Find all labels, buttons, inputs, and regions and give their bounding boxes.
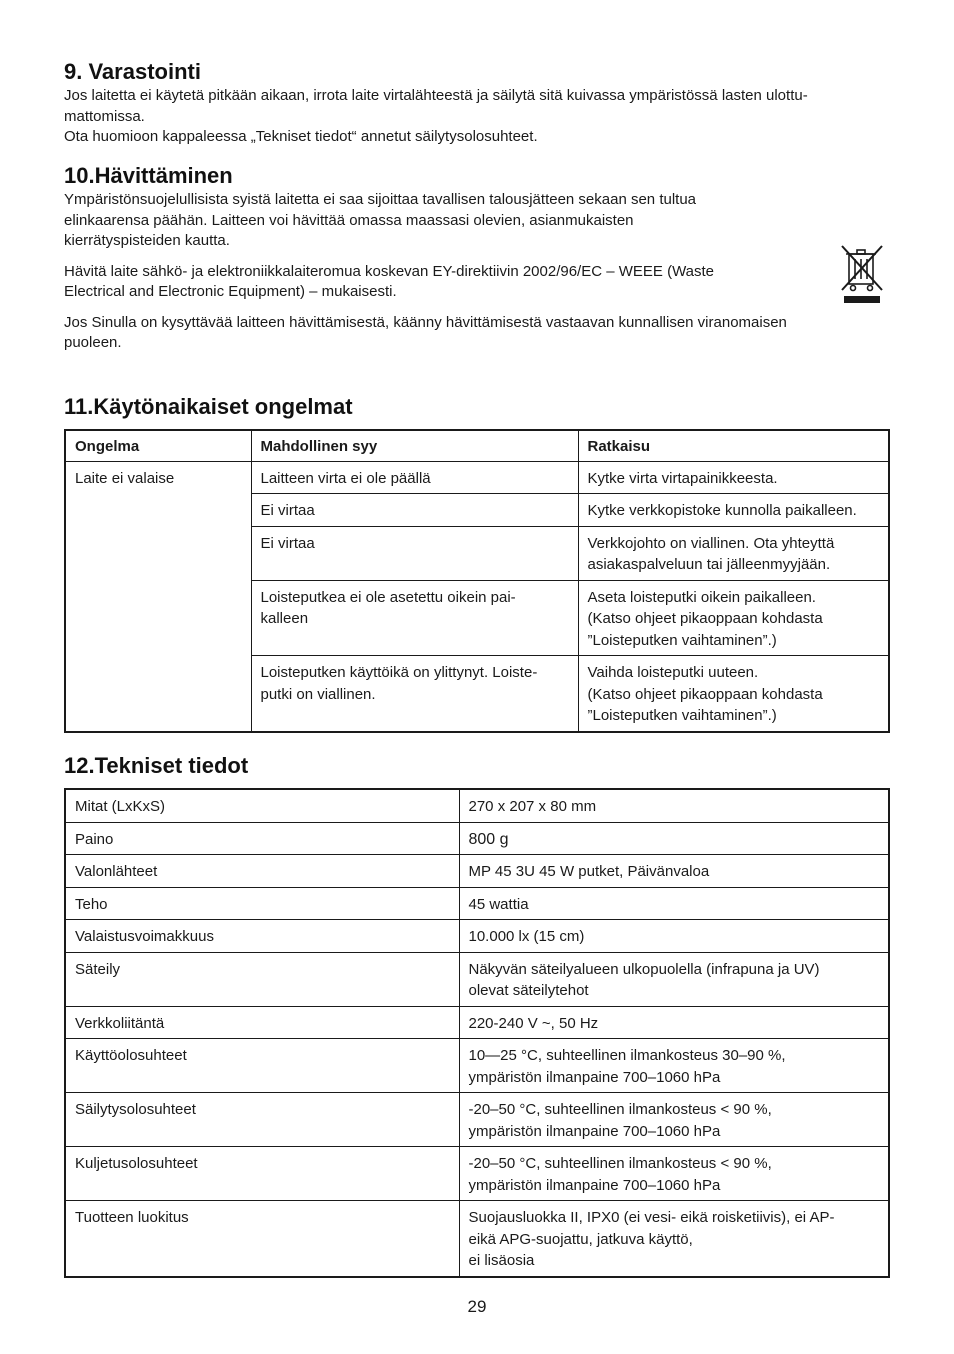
header-solution: Ratkaisu	[578, 430, 889, 461]
table-row	[65, 1201, 889, 1277]
storage-paragraph-2: Ota huomioon kappaleessa „Tekniset tiedot“ annetut säilytysolosuhteet.	[64, 128, 538, 145]
section-title-troubleshooting: 11.Käytönaikaiset ongelmat	[64, 394, 353, 419]
troubleshooting-table	[64, 429, 890, 733]
solution-cell: Aseta loisteputki oikein paikalleen. (Katso ohjeet pikaoppaan kohdasta ”Loisteputken vaihtaminen”.)	[578, 580, 889, 656]
page-number: 29	[467, 1297, 487, 1316]
specs-table	[64, 788, 890, 1278]
storage-paragraph-1: Jos laitetta ei käytetä pitkään aikaan, irrota laite virtalähteestä ja säilytä sitä kuivassa ympäristössä lasten ulottu- mattomissa.	[64, 87, 808, 125]
header-cause: Mahdollinen syy	[251, 430, 578, 461]
disposal-paragraph-1: Ympäristönsuojelullisista syistä laitetta ei saa sijoittaa tavallisen talousjätteen sekaan sen tultua elinkaarensa päähän. Laitteen voi hävittää omassa maassasi olevien, asianmukaisten kierrätyspisteiden kautta.	[64, 191, 697, 249]
spec-value: 220-240 V ~, 50 Hz	[459, 1006, 889, 1039]
troubleshooting-table-wrapper	[64, 429, 890, 733]
cause-cell: Laitteen virta ei ole päällä	[251, 461, 578, 494]
solution-cell: Verkkojohto on viallinen. Ota yhteyttä asiakaspalveluun tai jälleenmyyjään.	[578, 526, 889, 580]
spec-label: Mitat (LxKxS)	[65, 789, 459, 822]
section-title-disposal: 10.Hävittäminen	[64, 163, 233, 188]
spec-value: Näkyvän säteilyalueen ulkopuolella (infrapuna ja UV) olevat säteilytehot	[459, 952, 889, 1006]
table-row	[65, 920, 889, 953]
spec-label: Valaistusvoimakkuus	[65, 920, 459, 953]
spec-value: 10.000 lx (15 cm)	[459, 920, 889, 953]
solution-cell: Kytke verkkopistoke kunnolla paikalleen.	[578, 494, 889, 527]
section-title-specs: 12.Tekniset tiedot	[64, 753, 249, 778]
spec-label: Säteily	[65, 952, 459, 1006]
spec-label: Käyttöolosuhteet	[65, 1039, 459, 1093]
section-specs	[64, 752, 890, 1269]
table-row	[65, 1147, 889, 1201]
problem-cell: Laite ei valaise	[65, 461, 251, 732]
spec-value: 10—25 °C, suhteellinen ilmankosteus 30–90 %, ympäristön ilmanpaine 700–1060 hPa	[459, 1039, 889, 1093]
weee-crossed-bin-icon	[840, 244, 884, 306]
section-storage	[64, 58, 890, 148]
table-row	[65, 1093, 889, 1147]
spec-label: Tuotteen luokitus	[65, 1201, 459, 1277]
spec-value: 270 x 207 x 80 mm	[459, 789, 889, 822]
spec-value: MP 45 3U 45 W putket, Päivänvaloa	[459, 855, 889, 888]
table-row	[65, 952, 889, 1006]
section-disposal	[64, 162, 890, 354]
section-troubleshooting	[64, 393, 890, 724]
spec-value: -20–50 °C, suhteellinen ilmankosteus < 90 %, ympäristön ilmanpaine 700–1060 hPa	[459, 1147, 889, 1201]
spec-label: Teho	[65, 887, 459, 920]
cause-cell: Ei virtaa	[251, 494, 578, 527]
table-row	[65, 1006, 889, 1039]
spec-label: Valonlähteet	[65, 855, 459, 888]
table-row	[65, 822, 889, 855]
table-header-row	[65, 430, 889, 461]
table-row	[65, 789, 889, 822]
spec-label: Kuljetusolosuhteet	[65, 1147, 459, 1201]
cause-cell: Loisteputken käyttöikä on ylittynyt. Loiste- putki on viallinen.	[251, 656, 578, 732]
header-problem: Ongelma	[65, 430, 251, 461]
spec-label: Verkkoliitäntä	[65, 1006, 459, 1039]
spec-value: -20–50 °C, suhteellinen ilmankosteus < 90 %, ympäristön ilmanpaine 700–1060 hPa	[459, 1093, 889, 1147]
table-row	[65, 855, 889, 888]
specs-table-wrapper	[64, 788, 890, 1278]
spec-label: Säilytysolosuhteet	[65, 1093, 459, 1147]
spec-value: Suojausluokka II, IPX0 (ei vesi- eikä roisketiivis), ei AP- eikä APG-suojattu, jatkuva käyttö, ei lisäosia	[459, 1201, 889, 1277]
disposal-paragraph-3: Jos Sinulla on kysyttävää laitteen hävittämisestä, käänny hävittämisestä vastaavan kunnallisen viranomaisen puoleen.	[64, 313, 787, 351]
table-row	[65, 887, 889, 920]
spec-label: Paino	[65, 822, 459, 855]
spec-value: 800 g	[459, 822, 889, 855]
table-row	[65, 461, 889, 494]
disposal-paragraph-2: Hävitä laite sähkö- ja elektroniikkalaiteromua koskevan EY-direktiivin 2002/96/EC – WEEE (Waste Electrical and Electronic Equipment) – mukaisesti.	[64, 262, 715, 300]
solution-cell: Kytke virta virtapainikkeesta.	[578, 461, 889, 494]
cause-cell: Ei virtaa	[251, 526, 578, 580]
section-title-storage: 9. Varastointi	[64, 59, 201, 84]
table-row	[65, 1039, 889, 1093]
spec-value: 45 wattia	[459, 887, 889, 920]
cause-cell: Loisteputkea ei ole asetettu oikein pai- kalleen	[251, 580, 578, 656]
solution-cell: Vaihda loisteputki uuteen. (Katso ohjeet pikaoppaan kohdasta ”Loisteputken vaihtaminen”.)	[578, 656, 889, 732]
